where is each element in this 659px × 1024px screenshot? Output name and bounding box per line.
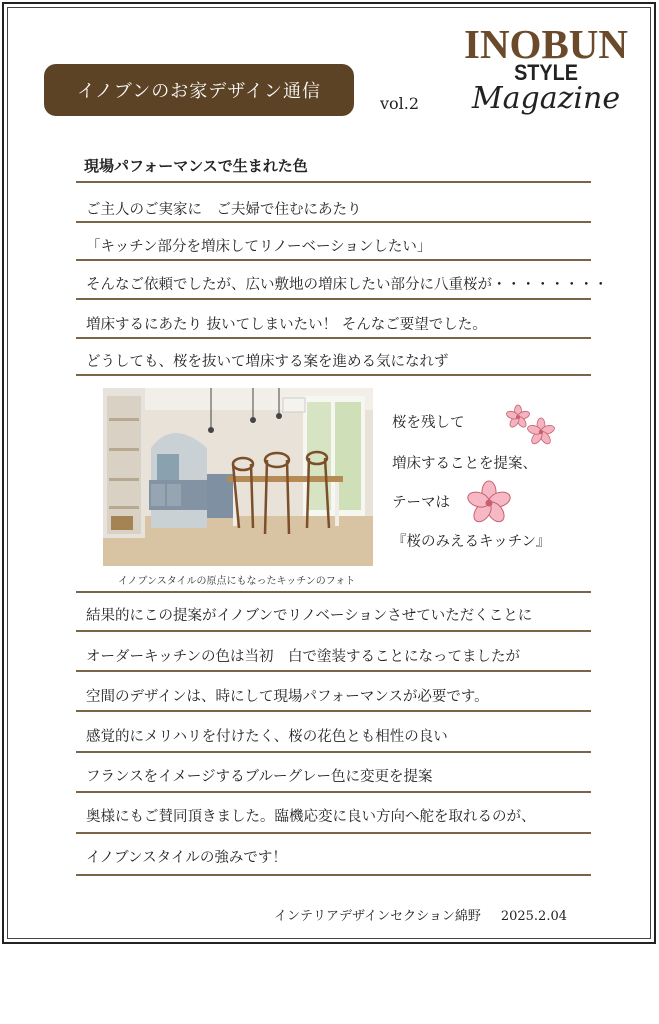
body-line: 感覚的にメリハリを付けたく、桜の花色とも相性の良い: [86, 729, 448, 745]
body-line: 奥様にもご賛同頂きました。臨機応変に良い方向へ舵を取れるのが、: [86, 809, 536, 825]
logo-line-magazine: Magazine: [471, 81, 621, 116]
cherry-blossom-icon: [464, 478, 514, 528]
divider: [76, 630, 591, 632]
side-line: 桜を残して: [392, 415, 465, 431]
issue-date: 2025.2.04: [500, 909, 568, 924]
divider: [76, 337, 591, 339]
side-line: テーマは: [392, 495, 450, 511]
logo-line-style: STYLE: [514, 60, 578, 85]
logo-line-inobun: INOBUN: [463, 21, 629, 67]
intro-line: ご主人のご実家に ご夫婦で住むにあたり: [86, 202, 362, 218]
divider: [76, 751, 591, 753]
divider: [76, 874, 591, 876]
cherry-blossom-icon: [505, 404, 557, 448]
intro-line: そんなご依頼でしたが、広い敷地の増床したい部分に八重桜が・・・・・・・・: [86, 277, 608, 293]
intro-line: 増床するにあたり 抜いてしまいたい！ そんなご要望でした。: [86, 317, 487, 333]
divider: [76, 374, 591, 376]
body-line: 空間のデザインは、時にして現場パフォーマンスが必要です。: [86, 689, 489, 705]
body-line: 結果的にこの提案がイノブンでリノベーションさせていただくことに: [86, 608, 533, 624]
divider: [76, 710, 591, 712]
divider: [76, 221, 591, 223]
photo-caption: イノブンスタイルの原点にもなったキッチンのフォト: [118, 576, 356, 587]
volume-label: vol.2: [380, 94, 420, 113]
divider: [76, 832, 591, 834]
divider: [76, 298, 591, 300]
divider: [76, 181, 591, 183]
side-line: 増床することを提案、: [392, 456, 537, 472]
footer-signature: [274, 905, 567, 924]
kitchen-photo: [103, 388, 373, 566]
body-line: フランスをイメージするブルーグレー色に変更を提案: [86, 769, 433, 785]
divider: [76, 791, 591, 793]
banner-title: イノブンのお家デザイン通信: [77, 81, 321, 102]
side-line: 『桜のみえるキッチン』: [392, 534, 551, 550]
title-banner: [44, 64, 354, 116]
author-name: インテリアデザインセクション綿野: [274, 909, 481, 924]
intro-line: 「キッチン部分を増床してリノーベーションしたい」: [86, 239, 432, 255]
article-heading: 現場パフォーマンスで生まれた色: [84, 157, 308, 175]
body-line: オーダーキッチンの色は当初 白で塗装することになってましたが: [86, 649, 520, 665]
divider: [76, 259, 591, 261]
divider: [76, 591, 591, 593]
intro-line: どうしても、桜を抜いて増床する案を進める気になれず: [86, 354, 449, 370]
brand-logo: [458, 22, 638, 122]
body-line: イノブンスタイルの強みです！: [86, 850, 287, 866]
divider: [76, 670, 591, 672]
